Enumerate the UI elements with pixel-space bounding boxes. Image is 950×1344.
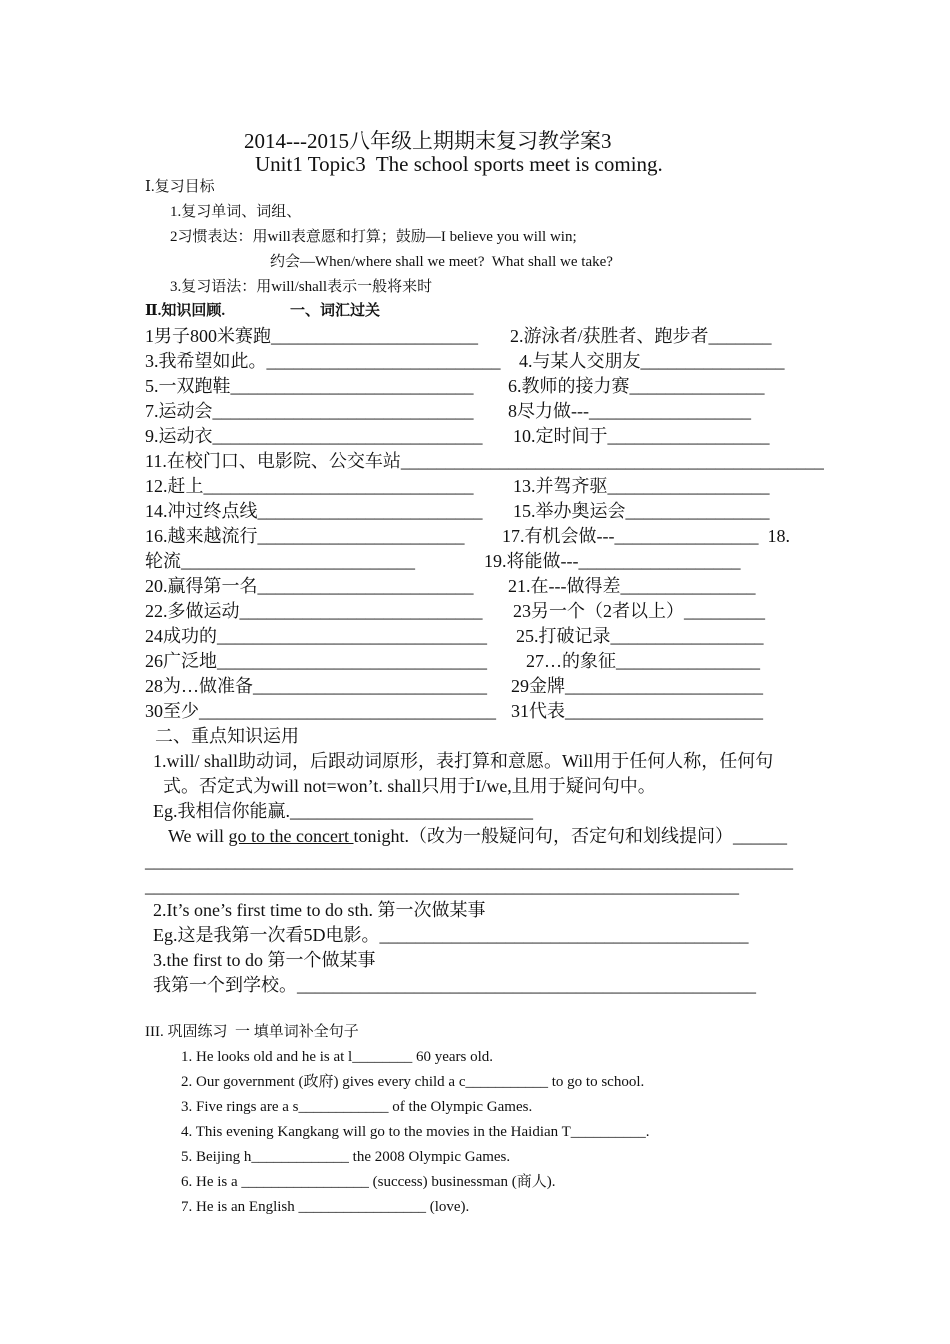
key-point-1b: 式。否定式为will not=won’t. shall只用于I/we,且用于疑问句中。 (163, 776, 656, 796)
vocab-left: 11.在校门口、电影院、公交车站_______________________________________________ (145, 451, 824, 471)
vocab-right: 17.有机会做---________________ 18. (502, 526, 790, 546)
key-point-1-exercise (168, 824, 787, 848)
key-point-2-example: Eg.这是我第一次看5D电影。_________________________________________ (153, 925, 749, 945)
vocab-right: 8尽力做---__________________ (508, 401, 751, 421)
key-point-3: 3.the first to do 第一个做某事 (153, 950, 376, 970)
key-points-heading: 二、重点知识运用 (155, 726, 299, 746)
answer-blank-line: __________________________________________________________________ (145, 876, 739, 896)
vocab-left: 9.运动衣______________________________ (145, 426, 483, 446)
vocab-left: 7.运动会_____________________________ (145, 401, 474, 421)
practice-item: 3. Five rings are a s____________ of the Olympic Games. (181, 1099, 533, 1115)
vocab-left: 20.赢得第一名________________________ (145, 576, 474, 596)
underlined-phrase: go to the concert (228, 826, 354, 846)
vocab-left: 3.我希望如此。__________________________ (145, 351, 501, 371)
vocab-right: 2.游泳者/获胜者、跑步者_______ (510, 326, 772, 346)
doc-subtitle: Unit1 Topic3 The school sports meet is coming. (255, 152, 663, 176)
vocab-left: 轮流__________________________ (145, 551, 415, 571)
goal-3: 3.复习语法：用will/shall表示一般将来时 (170, 279, 433, 295)
vocab-right: 27…的象征________________ (526, 651, 760, 671)
vocab-left: 26广泛地______________________________ (145, 651, 487, 671)
vocab-left: 22.多做运动___________________________ (145, 601, 483, 621)
vocab-left: 1男子800米赛跑_______________________ (145, 326, 478, 346)
key-point-1-example: Eg.我相信你能赢.___________________________ (153, 801, 533, 821)
practice-item: 7. He is an English _________________ (love). (181, 1199, 470, 1215)
goals-heading: Ⅰ.复习目标 (145, 179, 215, 195)
goal-2: 2习惯表达：用will表意愿和打算；鼓励—I believe you will win; (170, 229, 577, 245)
key-point-3-example: 我第一个到学校。___________________________________________________ (153, 975, 756, 995)
goal-2b: 约会—When/where shall we meet? What shall we take? (270, 254, 613, 270)
exercise-text: We will (168, 826, 229, 846)
vocab-right: 29金牌______________________ (511, 676, 763, 696)
practice-item: 2. Our government (政府) gives every child a c___________ to go to school. (181, 1074, 645, 1090)
vocab-left: 12.赶上______________________________ (145, 476, 474, 496)
goal-1: 1.复习单词、词组、 (170, 204, 302, 220)
practice-item: 6. He is a _________________ (success) businessman (商人). (181, 1174, 556, 1190)
review-heading: Ⅱ.知识回顾. (145, 303, 226, 319)
vocab-heading: 一、词汇过关 (290, 303, 381, 319)
vocab-left: 28为…做准备__________________________ (145, 676, 487, 696)
answer-blank-line: ________________________________________________________________________ (145, 851, 793, 871)
vocab-right: 10.定时间于__________________ (513, 426, 770, 446)
doc-title: 2014---2015八年级上期期末复习教学案3 (244, 129, 612, 153)
vocab-right: 23另一个（2者以上）_________ (513, 601, 765, 621)
practice-item: 1. He looks old and he is at l________ 60 years old. (181, 1049, 494, 1065)
vocab-left: 14.冲过终点线_________________________ (145, 501, 483, 521)
vocab-right: 19.将能做---__________________ (484, 551, 741, 571)
vocab-right: 13.并驾齐驱__________________ (513, 476, 770, 496)
exercise-instruction: tonight.（改为一般疑问句，否定句和划线提问）______ (353, 826, 788, 846)
vocab-right: 31代表______________________ (511, 701, 763, 721)
vocab-left: 16.越来越流行_______________________ (145, 526, 465, 546)
vocab-right: 6.教师的接力赛_______________ (508, 376, 765, 396)
key-point-2: 2.It’s one’s first time to do sth. 第一次做某事 (153, 900, 486, 920)
vocab-right: 21.在---做得差_______________ (508, 576, 756, 596)
vocab-right: 15.举办奥运会________________ (513, 501, 770, 521)
practice-item: 4. This evening Kangkang will go to the movies in the Haidian T__________. (181, 1124, 650, 1140)
vocab-left: 5.一双跑鞋___________________________ (145, 376, 474, 396)
vocab-left: 30至少_________________________________ (145, 701, 496, 721)
practice-item: 5. Beijing h_____________ the 2008 Olympic Games. (181, 1149, 511, 1165)
vocab-right: 25.打破记录_________________ (516, 626, 764, 646)
vocab-right: 4.与某人交朋友________________ (519, 351, 785, 371)
vocab-left: 24成功的______________________________ (145, 626, 487, 646)
key-point-1a: 1.will/ shall助动词，后跟动词原形，表打算和意愿。Will用于任何人称，任何句 (153, 751, 774, 771)
practice-heading: III. 巩固练习 一 填单词补全句子 (145, 1024, 359, 1040)
